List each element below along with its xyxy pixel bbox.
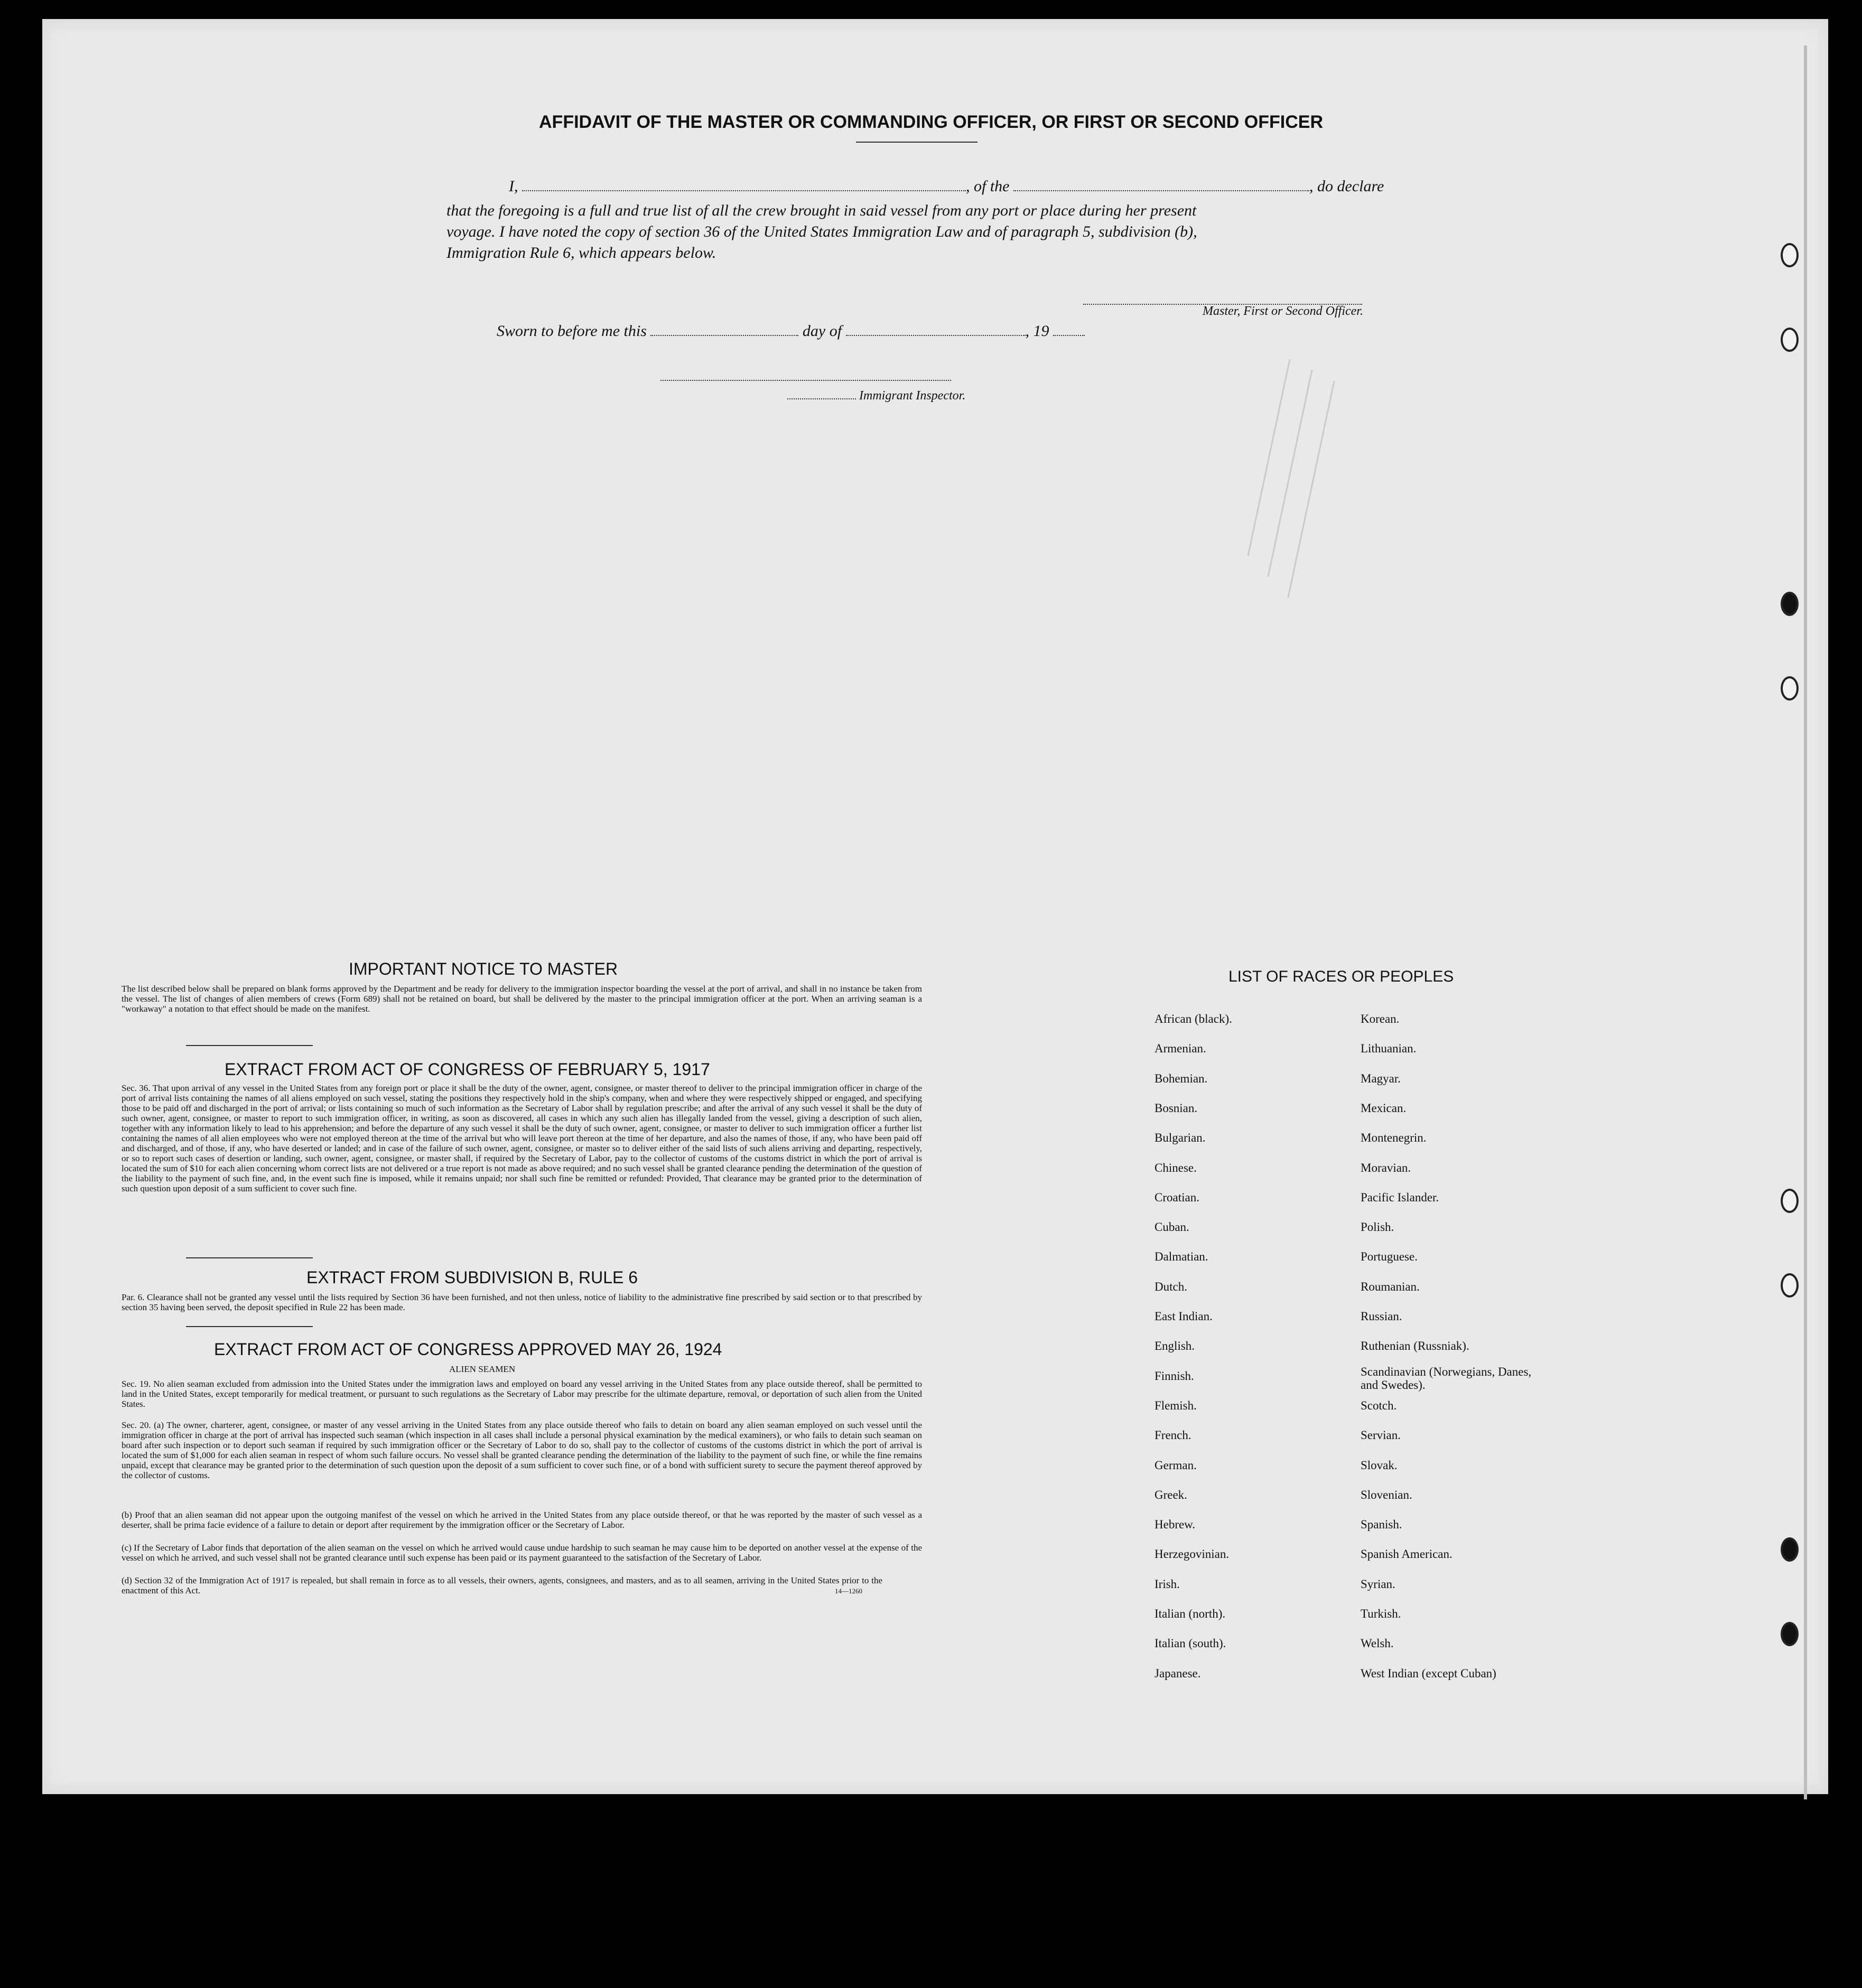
punch-hole — [1781, 1537, 1799, 1562]
race-item: Hebrew. — [1155, 1518, 1196, 1531]
race-item: Bosnian. — [1155, 1102, 1198, 1115]
extract-1924-section-19: Sec. 19. No alien seaman excluded from admission into the United States under the immigration laws and employed on board any vessel arriving in the United States from any place outside thereof, shall be permitted to land in the United States, except temporarily for medical treatment, or pursuant to such regulations as the Secretary of Labor may prescribe for the ultimate departure, removal, or deportation of such alien from the United States. — [122, 1379, 922, 1409]
sworn-line — [497, 322, 1085, 340]
race-item: Bohemian. — [1155, 1072, 1208, 1085]
race-item: Lithuanian. — [1361, 1042, 1417, 1055]
extract-1917-body: Sec. 36. That upon arrival of any vessel in the United States from any foreign port or place it shall be the duty of the owner, agent, consignee, or master thereof to deliver to the principal immigration officer in charge of the port of arrival lists containing the names of all aliens employed on such vessel, stating the positions they respectively hold in the ship's company, when and where they were respectively shipped or engaged, and specifying those to be paid off and discharged in the port of arrival; or lists containing so much of such information as the Secretary of Labor shall by regulation prescribe; and after the arrival of any such vessel it shall be the duty of such owner, agent, consignee, or master to report to such immigration officer, in writing, as soon as discovered, all cases in which any such alien has illegally landed from the vessel, giving a description of such alien, together with any information likely to lead to his apprehension; and before the departure of any such vessel it shall be the duty of such owner, agent, consignee, or master to deliver to such immigration officer a further list containing the names of all alien employees who were not employed thereon at the time of the arrival but who will leave port thereon at the time of her departure, and also the names of those, if any, who have been paid off and discharged, and of those, if any, who have deserted or landed; and in case of the failure of such owner, agent, consignee, or master so to deliver either of the said lists of such aliens arriving and departing, respectively, or so to report such cases of desertion or landing, such owner, agent, consignee, or master shall, if required by the Secretary of Labor, pay to the collector of customs of the customs district in which the port of arrival is located the sum of $10 for each alien concerning whom correct lists are not delivered or a true report is not made as above required; and no such vessel shall be granted clearance pending the determination of the question of the liability to the payment of such fine, and, in the event such fine is imposed, while it remains unpaid; nor shall such fine be remitted or refunded: Provided, That clearance may be granted prior to the determination of such question upon deposit of a sum sufficient to cover such fine. — [122, 1083, 922, 1193]
punch-hole — [1781, 1189, 1799, 1213]
race-item: Italian (north). — [1155, 1607, 1226, 1620]
race-item: Polish. — [1361, 1220, 1394, 1234]
race-item: Turkish. — [1361, 1607, 1401, 1620]
race-item: Japanese. — [1155, 1667, 1201, 1680]
sworn-month-field[interactable] — [846, 335, 1026, 336]
extract-1924-section-20b: (b) Proof that an alien seaman did not appear upon the outgoing manifest of the vessel on which he arrived in the United States from any place outside thereof, or that he was reported by the master of such vessel as a deserter, shall be prima facie evidence of a failure to detain or deport after requirement by the immigration officer or the Secretary of Labor. — [122, 1510, 922, 1530]
race-item: Croatian. — [1155, 1191, 1199, 1204]
extract-1917-title: EXTRACT FROM ACT OF CONGRESS OF FEBRUARY 5, 1917 — [225, 1060, 710, 1079]
race-item: Bulgarian. — [1155, 1131, 1206, 1144]
extract-1924-section-20a: Sec. 20. (a) The owner, charterer, agent, consignee, or master of any vessel arriving in the United States from any place outside thereof who fails to detain on board any alien seaman employed on such vessel until the immigration officer in charge at the port of arrival has inspected such seaman (which inspection in all cases shall include a personal physical examination by the medical examiners), or who fails to detain such seaman on board after such inspection or to deport such seaman if required by such immigration officer or the Secretary of Labor to do so, shall pay to the collector of customs of the customs district in which the port of arrival is located the sum of $1,000 for each alien seaman in respect of whom such failure occurs. No vessel shall be granted clearance pending the determination of the liability to the payment of such fine, or while the fine remains unpaid, except that clearance may be granted prior to the determination of such question upon the deposit of a sum sufficient to cover such fine, or of a bond with sufficient surety to secure the payment thereof approved by the collector of customs. — [122, 1420, 922, 1480]
extract-rule6-body: Par. 6. Clearance shall not be granted any vessel until the lists required by Section 36 have been furnished, and not then unless, notice of liability to the administrative fine prescribed by said section or to that prescribed by section 35 having been served, the deposit specified in Rule 22 has been made. — [122, 1292, 922, 1312]
punch-hole — [1781, 328, 1799, 352]
section-rule — [186, 1326, 313, 1327]
race-item: Slovenian. — [1361, 1488, 1412, 1501]
race-item: Portuguese. — [1361, 1250, 1418, 1263]
race-item: Herzegovinian. — [1155, 1547, 1230, 1561]
extract-rule6-title: EXTRACT FROM SUBDIVISION B, RULE 6 — [306, 1268, 638, 1287]
race-item: Spanish American. — [1361, 1547, 1453, 1561]
pencil-mark — [1287, 380, 1335, 598]
extract-1924-section-20d: (d) Section 32 of the Immigration Act of 1917 is repealed, but shall remain in force as to all vessels, their owners, agents, consignees, and masters, and as to all seamen, arriving in the United States prior to the enactment of this Act. — [122, 1575, 882, 1595]
race-item: West Indian (except Cuban) — [1361, 1667, 1496, 1680]
race-item: French. — [1155, 1429, 1191, 1442]
race-item: Slovak. — [1361, 1459, 1398, 1472]
inspector-signature-line[interactable] — [660, 374, 951, 384]
race-item: Roumanian. — [1361, 1280, 1420, 1293]
page-edge — [1804, 45, 1807, 1799]
affidavit-i: I, — [509, 178, 518, 195]
affidavit-line-2: that the foregoing is a full and true list of all the crew brought in said vessel from any port or place during her present — [446, 202, 1197, 219]
master-signature-label: Master, First or Second Officer. — [1203, 304, 1363, 318]
vessel-name-field[interactable] — [1013, 190, 1309, 191]
section-rule — [186, 1257, 313, 1258]
race-item: Irish. — [1155, 1578, 1180, 1591]
section-rule — [186, 1045, 313, 1046]
inspector-label: Immigrant Inspector. — [859, 389, 966, 403]
race-item: German. — [1155, 1459, 1197, 1472]
race-item: Scandinavian (Norwegians, Danes, and Swedes). — [1361, 1365, 1532, 1392]
punch-hole — [1781, 1273, 1799, 1298]
affidavit-do-declare: , do declare — [1309, 178, 1384, 195]
race-item: Dalmatian. — [1155, 1250, 1208, 1263]
punch-hole — [1781, 243, 1799, 267]
race-item: East Indian. — [1155, 1310, 1213, 1323]
race-item: Welsh. — [1361, 1637, 1394, 1650]
punch-hole — [1781, 676, 1799, 701]
race-item: Greek. — [1155, 1488, 1187, 1501]
race-item: Korean. — [1361, 1012, 1400, 1025]
race-item: Chinese. — [1155, 1161, 1197, 1174]
sworn-year: , 19 — [1025, 322, 1049, 340]
race-item: Moravian. — [1361, 1161, 1411, 1174]
race-item: Servian. — [1361, 1429, 1401, 1442]
master-name-field[interactable] — [522, 190, 966, 191]
race-item: Scotch. — [1361, 1399, 1397, 1412]
race-item: Flemish. — [1155, 1399, 1197, 1412]
form-number: 14—1260 — [835, 1587, 862, 1595]
race-item: Italian (south). — [1155, 1637, 1226, 1650]
title-rule — [856, 142, 977, 143]
notice-body: The list described below shall be prepared on blank forms approved by the Department and be ready for delivery to the immigration inspector boarding the vessel at the port of arrival, and shall in no instance be taken from the vessel. The list of changes of alien members of crews (Form 689) shall not be retained on board, but shall be delivered by the master to the principal immigration officer at the port. When an arriving seaman is a "workaway" a notation to that effect should be made on the manifest. — [122, 984, 922, 1014]
punch-hole — [1781, 592, 1799, 616]
races-title: LIST OF RACES OR PEOPLES — [1228, 968, 1454, 985]
sworn-day-field[interactable] — [650, 335, 798, 336]
inspector-signature-label — [787, 389, 965, 403]
extract-1924-section-20c: (c) If the Secretary of Labor finds that deportation of the alien seaman on the vessel on which he arrived would cause undue hardship to such seaman he may cause him to be deported on another vessel at the expense of the vessel on which he arrived, and such vessel shall not be granted clearance until such expense has been paid or its payment guaranteed to the satisfaction of the Secretary of Labor. — [122, 1543, 922, 1563]
race-item: Ruthenian (Russniak). — [1361, 1339, 1469, 1352]
affidavit-line-3: voyage. I have noted the copy of section 36 of the United States Immigration Law and of paragraph 5, subdivision (b), — [446, 223, 1197, 240]
document-page — [42, 19, 1828, 1794]
pencil-mark — [1267, 370, 1312, 577]
race-item: Cuban. — [1155, 1220, 1189, 1234]
race-item: Spanish. — [1361, 1518, 1402, 1531]
race-item: Finnish. — [1155, 1369, 1194, 1383]
sworn-prefix: Sworn to before me this — [497, 322, 647, 340]
affidavit-line-4: Immigration Rule 6, which appears below. — [446, 244, 716, 262]
race-item: Montenegrin. — [1361, 1131, 1427, 1144]
punch-hole — [1781, 1622, 1799, 1646]
race-item: Armenian. — [1155, 1042, 1206, 1055]
notice-title: IMPORTANT NOTICE TO MASTER — [349, 959, 618, 978]
race-item: Russian. — [1361, 1310, 1402, 1323]
sworn-day-of: day of — [802, 322, 842, 340]
affidavit-of-the: , of the — [966, 178, 1010, 195]
extract-1924-subtitle: ALIEN SEAMEN — [449, 1364, 516, 1374]
race-item: Pacific Islander. — [1361, 1191, 1439, 1204]
race-item: Magyar. — [1361, 1072, 1401, 1085]
sworn-year-field[interactable] — [1053, 335, 1085, 336]
race-item: Syrian. — [1361, 1578, 1395, 1591]
race-item: Mexican. — [1361, 1102, 1407, 1115]
affidavit-line-1 — [477, 178, 1384, 195]
race-item: Dutch. — [1155, 1280, 1187, 1293]
race-item: African (black). — [1155, 1012, 1232, 1025]
pencil-mark — [1247, 359, 1291, 556]
extract-1924-title: EXTRACT FROM ACT OF CONGRESS APPROVED MAY 26, 1924 — [214, 1340, 722, 1359]
race-item: English. — [1155, 1339, 1195, 1352]
affidavit-title: AFFIDAVIT OF THE MASTER OR COMMANDING OFFICER, OR FIRST OR SECOND OFFICER — [539, 112, 1323, 132]
